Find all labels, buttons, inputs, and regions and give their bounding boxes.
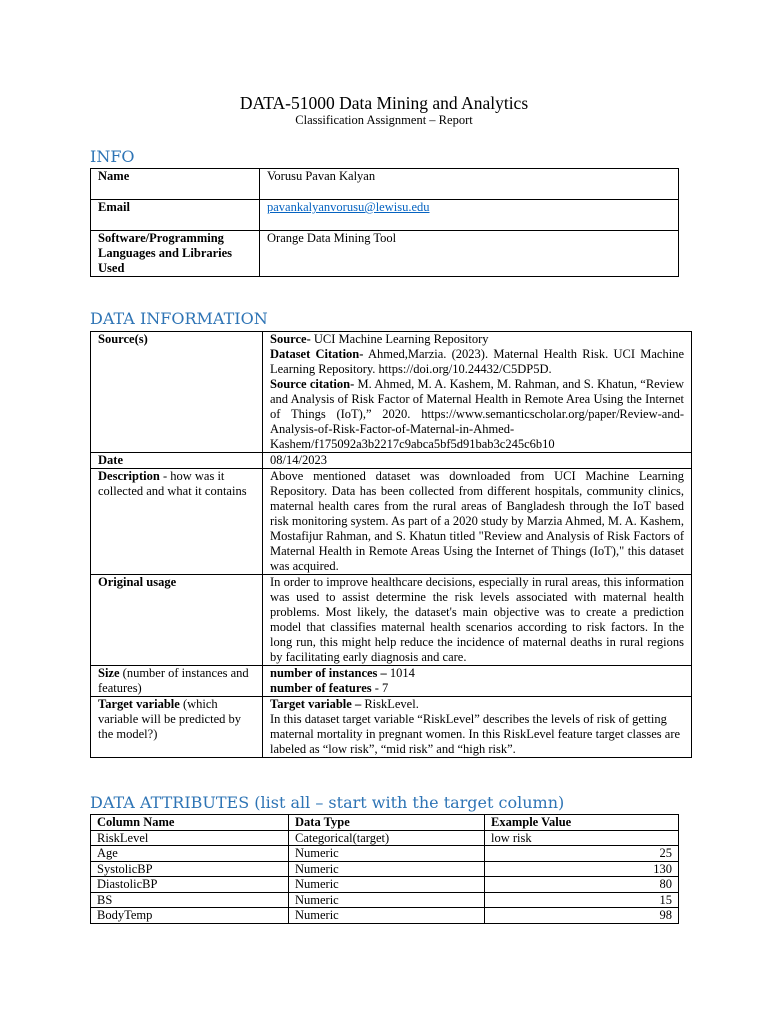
target-explanation: In this dataset target variable “RiskLevel” describes the levels of risk of getting maternal mortality in pregnant women. In this RiskLevel feature target classes are labeled as “low risk”, “mid risk” and “high risk”. — [270, 712, 681, 756]
instances-value: 1014 — [389, 666, 415, 680]
attribute-type: Numeric — [289, 892, 485, 908]
attribute-example: 15 — [485, 892, 679, 908]
instances-label: number of instances – — [270, 666, 387, 680]
sources-value — [263, 332, 692, 453]
data-attributes-header — [91, 815, 679, 831]
header-column-name: Column Name — [91, 815, 289, 831]
attribute-type: Numeric — [289, 861, 485, 877]
target-value-cell — [263, 697, 692, 758]
dataset-citation-text: Ahmed,Marzia. (2023). Maternal Health Risk. UCI Machine Learning Repository. https://doi.org/10.24432/C5DP5D. — [270, 347, 685, 376]
attribute-type: Numeric — [289, 877, 485, 893]
header-data-type: Data Type — [289, 815, 485, 831]
info-label-software: Software/Programming Languages and Libraries Used — [91, 231, 260, 277]
features-line — [270, 681, 684, 696]
attribute-name: BS — [91, 892, 289, 908]
original-usage-label: Original usage — [91, 575, 263, 666]
document-subtitle: Classification Assignment – Report — [295, 113, 473, 127]
size-value-cell — [263, 666, 692, 697]
info-table — [90, 168, 679, 277]
features-value: - 7 — [374, 681, 389, 695]
data-information-table — [90, 331, 692, 758]
source-citation-text: M. Ahmed, M. A. Kashem, M. Rahman, and S. Khatun, “Review and Analysis of Risk Factor of Maternal Health in Remote Area Using the Internet of Things (IoT),” 2020. https://www.semanticscholar.org/paper/Review-and-Analysis-of-Risk-Factor-of-Maternal-in-Ahmed-Kashem/f175092a3b2217c9abca5bf5d91bab3c245c6b10 — [270, 377, 684, 451]
attribute-name: RiskLevel — [91, 830, 289, 846]
source-entry — [270, 332, 684, 347]
table-row — [91, 892, 679, 908]
description-row — [91, 469, 692, 575]
attribute-example: 80 — [485, 877, 679, 893]
data-information-table-body — [91, 332, 692, 758]
data-attributes-heading: DATA ATTRIBUTES (list all – start with the target column) — [90, 793, 565, 812]
attribute-example: 98 — [485, 908, 679, 924]
date-value: 08/14/2023 — [263, 453, 692, 469]
data-information-heading: DATA INFORMATION — [90, 309, 268, 328]
date-label: Date — [91, 453, 263, 469]
size-label: Size — [98, 666, 120, 680]
date-row — [91, 453, 692, 469]
size-label-cell — [91, 666, 263, 697]
info-value-email — [260, 200, 679, 231]
attribute-example: 25 — [485, 846, 679, 862]
size-row — [91, 666, 692, 697]
description-value-cell — [263, 469, 692, 575]
features-label: number of features — [270, 681, 372, 695]
original-usage-value: In order to improve healthcare decisions, especially in rural areas, this information was used to assist determine the risk levels associated with maternal health problems. Most likely, the dataset's main objective was to create a prediction model that classifies maternal health scenarios according to risk factors. In the long run, this might help reduce the incidence of maternal deaths in rural regions by facilitating early diagnosis and care. — [270, 575, 684, 664]
source-entry-text: UCI Machine Learning Repository — [313, 332, 489, 346]
description-hint: - how was it collected and what it contains — [98, 469, 247, 498]
original-usage-row — [91, 575, 692, 666]
size-hint: (number of instances and features) — [98, 666, 249, 695]
target-hint: (which variable will be predicted by the model?) — [98, 697, 241, 741]
attribute-type: Categorical(target) — [289, 830, 485, 846]
attribute-name: BodyTemp — [91, 908, 289, 924]
attribute-example: low risk — [485, 830, 679, 846]
source-citation-entry — [270, 377, 684, 452]
info-heading: INFO — [90, 147, 135, 166]
table-row — [91, 846, 679, 862]
info-value-name: Vorusu Pavan Kalyan — [260, 169, 679, 200]
table-row — [91, 908, 679, 924]
dataset-citation-entry — [270, 347, 684, 377]
sources-row — [91, 332, 692, 453]
info-label-email: Email — [91, 200, 260, 231]
table-row — [91, 830, 679, 846]
description-label-cell — [91, 469, 263, 575]
info-value-software: Orange Data Mining Tool — [260, 231, 679, 277]
attribute-name: DiastolicBP — [91, 877, 289, 893]
table-header-row — [91, 815, 679, 831]
attribute-name: SystolicBP — [91, 861, 289, 877]
target-value-line — [270, 697, 684, 712]
target-label-cell — [91, 697, 263, 758]
dataset-citation-label: Dataset Citation- — [270, 347, 364, 361]
attribute-type: Numeric — [289, 908, 485, 924]
attribute-name: Age — [91, 846, 289, 862]
table-row — [91, 877, 679, 893]
info-row-name — [91, 169, 679, 200]
target-value: RiskLevel. — [364, 697, 419, 711]
source-entry-label: Source- — [270, 332, 311, 346]
target-row — [91, 697, 692, 758]
table-row — [91, 861, 679, 877]
info-row-email — [91, 200, 679, 231]
source-citation-label: Source citation- — [270, 377, 355, 391]
email-link[interactable]: pavankalyanvorusu@lewisu.edu — [267, 200, 430, 214]
attribute-type: Numeric — [289, 846, 485, 862]
sources-label: Source(s) — [91, 332, 263, 453]
target-label: Target variable — [98, 697, 180, 711]
instances-line — [270, 666, 684, 681]
header-example-value: Example Value — [485, 815, 679, 831]
info-label-name: Name — [91, 169, 260, 200]
data-attributes-table — [90, 814, 679, 924]
original-usage-value-cell — [263, 575, 692, 666]
description-value: Above mentioned dataset was downloaded from UCI Machine Learning Repository. Data has been collected from different hospitals, community clinics, maternal health cares from the rural areas of Bangladesh through the IoT based risk monitoring system. As part of a 2020 study by Marzia Ahmed, M. A. Kashem, Mostafijur Rahman, and S. Khatun titled "Review and Analysis of Risk Factors of Maternal Health in Remote Areas Using the Internet of Things (IoT)," this dataset was acquired. — [270, 469, 684, 573]
attribute-example: 130 — [485, 861, 679, 877]
info-row-software — [91, 231, 679, 277]
target-value-label: Target variable – — [270, 697, 362, 711]
document-title: DATA-51000 Data Mining and Analytics — [239, 93, 529, 113]
info-table-body — [91, 169, 679, 277]
description-label: Description — [98, 469, 160, 483]
data-attributes-body — [91, 830, 679, 923]
